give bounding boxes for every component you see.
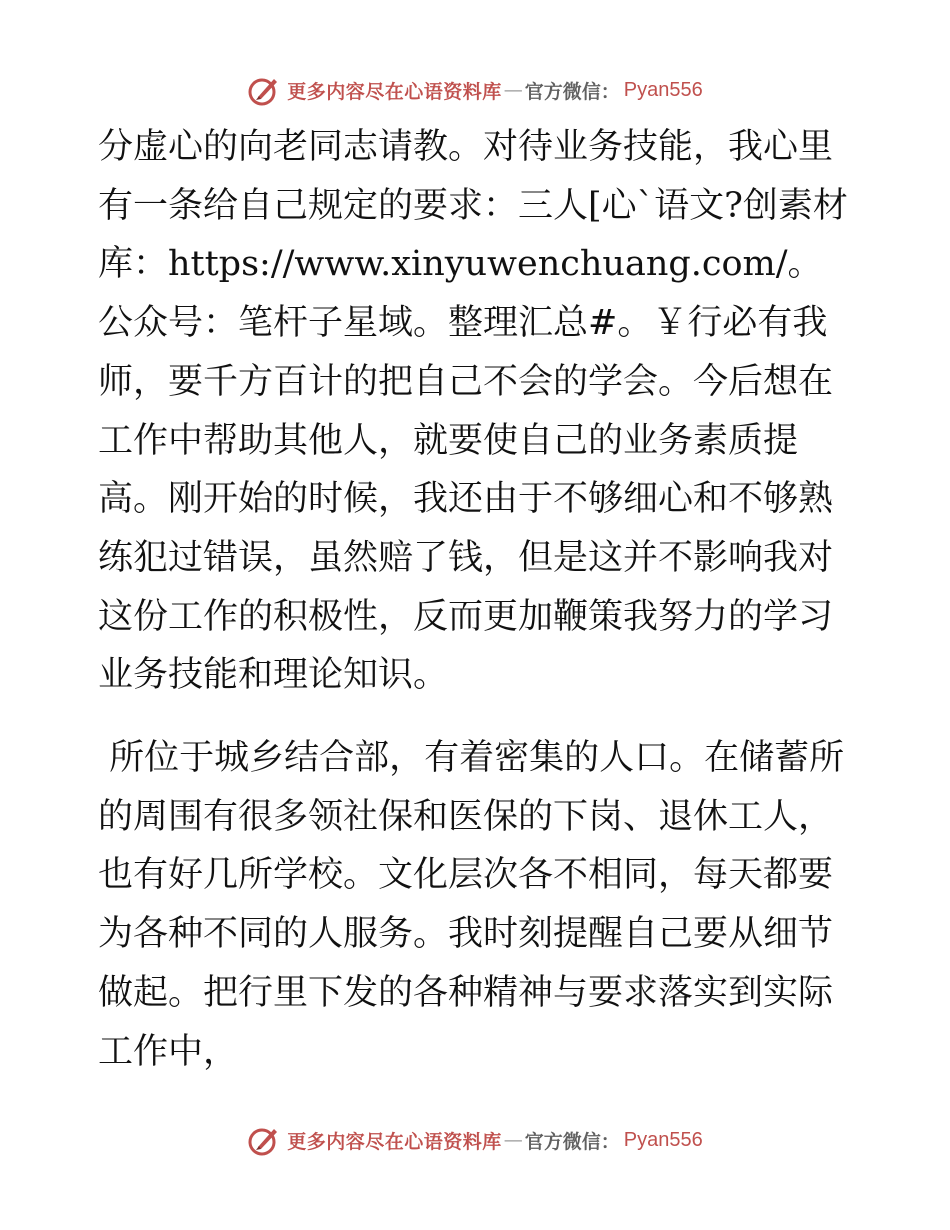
quill-logo-icon (247, 73, 281, 107)
banner-wechat-id: Pyan556 (623, 1128, 703, 1151)
banner-wechat-label: 官方微信： (524, 80, 620, 103)
banner-separator: — (503, 1129, 523, 1151)
banner-title: 更多内容尽在心语资料库 (287, 1130, 502, 1153)
banner-separator: — (503, 79, 523, 101)
banner-wechat-id: Pyan556 (623, 78, 703, 101)
paragraph: 分虚心的向老同志请教。对待业务技能，我心里有一条给自己规定的要求：三人[心`语文?创素材库：https://www.xinyuwenchuang.com/。公众号：笔杆子星域。整理汇总#。￥行必有我师，要千方百计的把自己不会的学会。今后想在工作中帮助其他人，就要使自己的业务素质提高。刚开始的时候，我还由于不够细心和不够熟练犯过错误，虽然赔了钱，但是这并不影响我对这份工作的积极性，反而更加鞭策我努力的学习业务技能和理论知识。 (98, 127, 848, 696)
banner-title: 更多内容尽在心语资料库 (287, 80, 502, 103)
quill-logo-icon (247, 1123, 281, 1157)
footer-banner (0, 1120, 950, 1160)
paragraph: 所位于城乡结合部，有着密集的人口。在储蓄所的周围有很多领社保和医保的下岗、退休工人，也有好几所学校。文化层次各不相同，每天都要为各种不同的人服务。我时刻提醒自己要从细节做起。把行里下发的各种精神与要求落实到实际工作中， (98, 738, 845, 1072)
body-text (98, 118, 853, 1081)
banner-wechat-label: 官方微信： (524, 1130, 620, 1153)
header-banner (0, 70, 950, 110)
